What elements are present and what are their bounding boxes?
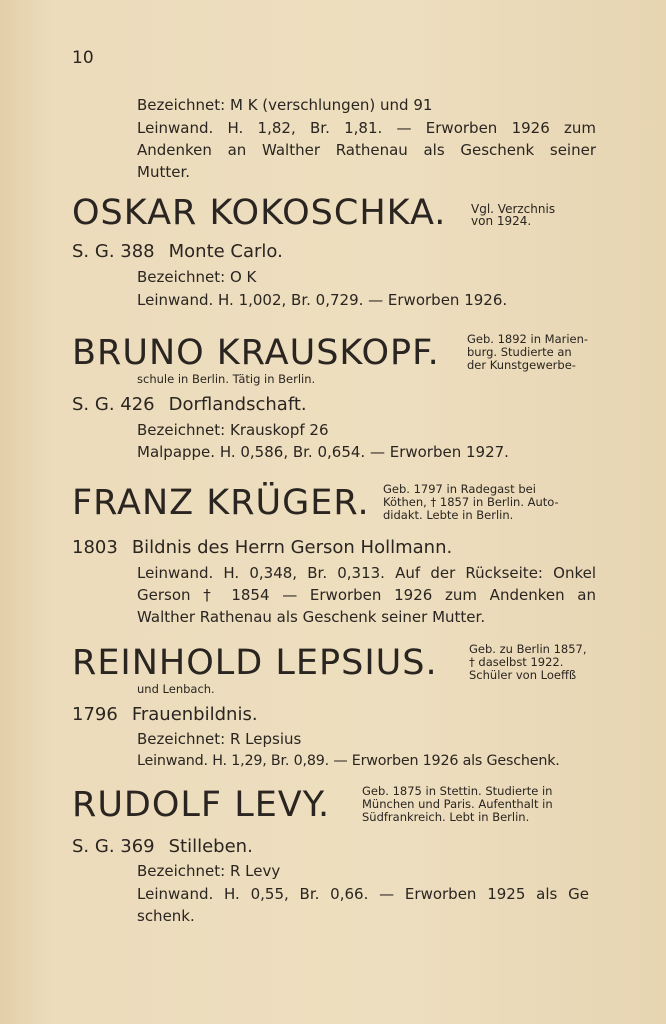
artwork-title: Frauenbildnis. [131, 704, 258, 725]
artist-note: Geb. zu Berlin 1857, [469, 642, 587, 656]
artist-name: FRANZ KRÜGER. [72, 483, 370, 523]
catalog-entry [72, 704, 258, 726]
entry-line: Bezeichnet: Krauskopf 26 [137, 421, 329, 439]
artist-note: Südfrankreich. Lebt in Berlin. [362, 810, 530, 824]
artist-note: didakt. Lebte in Berlin. [383, 508, 514, 522]
artist-note: München und Paris. Aufenthalt in [362, 797, 553, 811]
artist-note: burg. Studierte an [467, 345, 572, 359]
entry-line: Malpappe. H. 0,586, Br. 0,654. — Erworben 1927. [137, 443, 509, 461]
catalog-entry [72, 836, 253, 858]
entry-line: Bezeichnet: R Lepsius [137, 730, 302, 748]
artist-note: Vgl. Verzchnis [471, 202, 556, 216]
catalog-number: S. G. 369 [72, 836, 155, 857]
artist-note: Geb. 1875 in Stettin. Studierte in [362, 784, 553, 798]
artwork-title: Dorflandschaft. [168, 394, 307, 415]
entry-line: Bezeichnet: O K [137, 268, 257, 286]
entry-line: Mutter. [137, 163, 190, 181]
entry-line: Gerson † 1854 — Erworben 1926 zum Andenken an [137, 586, 596, 604]
catalog-number: S. G. 426 [72, 394, 155, 415]
entry-line: Andenken an Walther Rathenau als Geschenk seiner [137, 141, 596, 159]
artist-note: Geb. 1892 in Marien- [467, 332, 589, 346]
catalog-entry [72, 241, 283, 263]
entry-line: Leinwand. H. 1,002, Br. 0,729. — Erworben 1926. [137, 291, 508, 309]
entry-line: schenk. [137, 907, 195, 925]
artist-note-continued: und Lenbach. [137, 682, 215, 696]
artist-note: der Kunstgewerbe- [467, 358, 576, 372]
artwork-title: Bildnis des Herrn Gerson Hollmann. [131, 537, 453, 558]
entry-line: Bezeichnet: M K (verschlungen) und 91 [137, 96, 433, 114]
entry-line: Leinwand. H. 0,348, Br. 0,313. Auf der Rückseite: Onkel [137, 564, 596, 582]
catalog-number: S. G. 388 [72, 241, 155, 262]
entry-line: Leinwand. H. 1,29, Br. 0,89. — Erworben 1926 als Geschenk. [137, 753, 560, 769]
catalog-number: 1796 [72, 704, 118, 725]
artist-name: OSKAR KOKOSCHKA. [72, 193, 447, 233]
catalog-entry [72, 394, 307, 416]
entry-line: Bezeichnet: R Levy [137, 862, 281, 880]
artist-note: von 1924. [471, 214, 532, 228]
artwork-title: Monte Carlo. [168, 241, 283, 262]
catalog-number: 1803 [72, 537, 118, 558]
entry-line: Leinwand. H. 0,55, Br. 0,66. — Erworben 1925 als Ge [137, 885, 589, 903]
artist-name: BRUNO KRAUSKOPF. [72, 333, 440, 373]
entry-line: Leinwand. H. 1,82, Br. 1,81. — Erworben 1926 zum [137, 119, 596, 137]
artist-note: † daselbst 1922. [469, 655, 564, 669]
artist-name: REINHOLD LEPSIUS. [72, 643, 438, 683]
artist-note-continued: schule in Berlin. Tätig in Berlin. [137, 372, 316, 386]
catalog-entry [72, 537, 452, 559]
page-number: 10 [72, 48, 94, 68]
artist-name: RUDOLF LEVY. [72, 785, 331, 825]
artist-note: Schüler von Loeffß [469, 668, 577, 682]
artwork-title: Stilleben. [168, 836, 253, 857]
artist-note: Köthen, † 1857 in Berlin. Auto- [383, 495, 559, 509]
artist-note: Geb. 1797 in Radegast bei [383, 482, 536, 496]
entry-line: Walther Rathenau als Geschenk seiner Mutter. [137, 608, 486, 626]
